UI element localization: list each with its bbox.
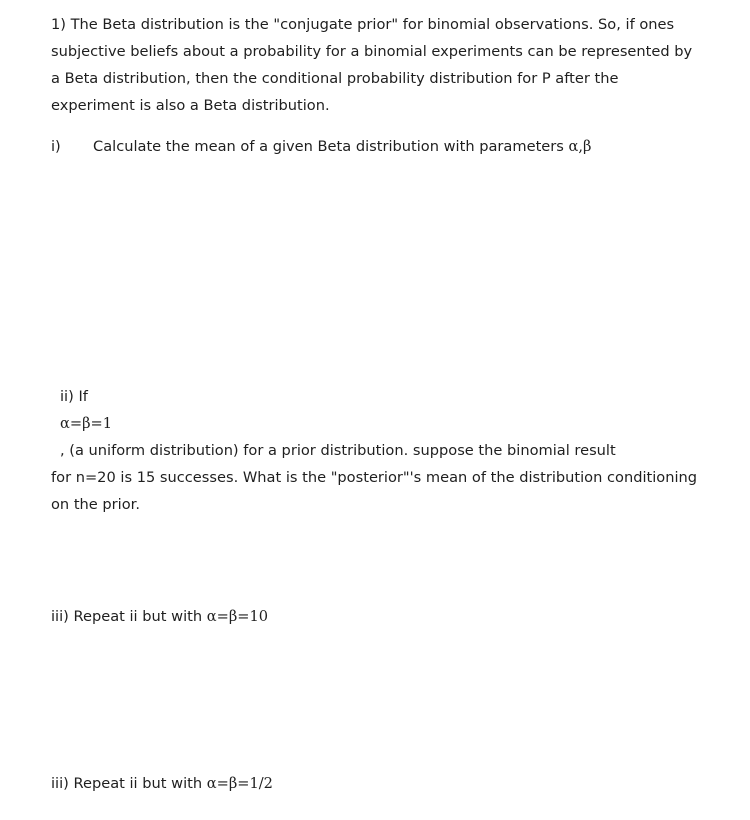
part-ii-condition: α=β=1	[60, 415, 113, 432]
question-part-i	[51, 133, 701, 160]
part-iii-a-text: iii) Repeat ii but with	[51, 608, 207, 625]
part-ii-line-1	[51, 383, 711, 464]
intro-line-4: experiment is also a Beta distribution.	[51, 97, 330, 114]
part-ii-line-1-rest: , (a uniform distribution) for a prior distribution. suppose the binomial result	[60, 442, 616, 459]
intro-line-2: subjective beliefs about a probability for a binomial experiments can be represented by	[51, 43, 693, 60]
part-i-marker: i)	[51, 138, 61, 155]
part-i-text: Calculate the mean of a given Beta distribution with parameters	[93, 138, 569, 155]
question-part-ii	[51, 383, 711, 518]
intro-line-1: 1) The Beta distribution is the "conjugate prior" for binomial observations. So, if ones	[51, 16, 675, 33]
part-iii-a-condition: α=β=10	[206, 608, 269, 625]
part-iii-b-text: iii) Repeat ii but with	[51, 775, 207, 792]
intro-line-3: a Beta distribution, then the conditional probability distribution for P after the	[51, 70, 619, 87]
part-ii-prefix: ii) If	[60, 388, 88, 405]
part-i-params: α,β	[568, 138, 592, 155]
question-part-iii-a	[51, 603, 268, 630]
problem-intro	[51, 11, 701, 119]
part-ii-line-2: for n=20 is 15 successes. What is the "posterior"'s mean of the distribution conditioning	[51, 469, 698, 486]
question-part-iii-b	[51, 770, 273, 797]
part-ii-line-3: on the prior.	[51, 496, 140, 513]
part-iii-b-condition: α=β=1/2	[206, 775, 273, 792]
